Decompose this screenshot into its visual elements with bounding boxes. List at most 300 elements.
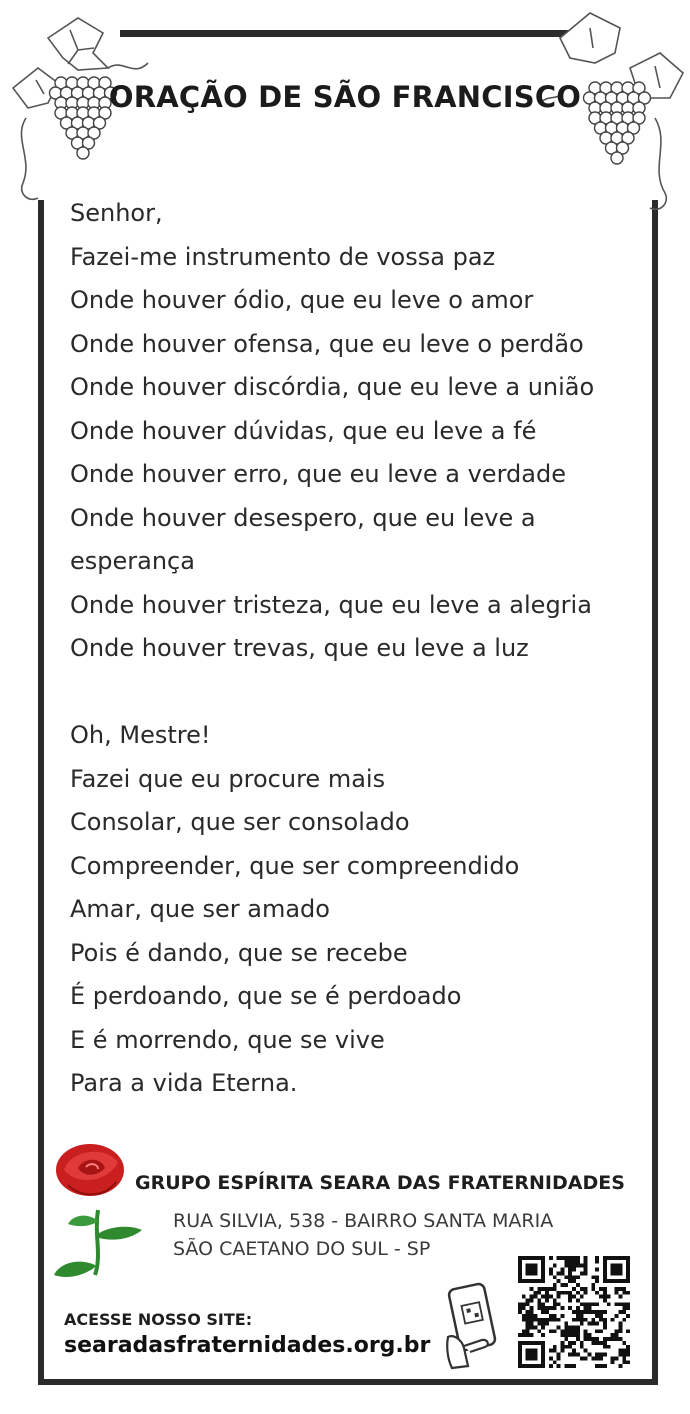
qr-module [526, 1349, 538, 1361]
qr-module [568, 1341, 572, 1345]
qr-module [530, 1314, 534, 1318]
qr-module [518, 1341, 545, 1345]
qr-module [530, 1306, 534, 1310]
qr-module [541, 1310, 545, 1314]
qr-module [626, 1306, 630, 1310]
qr-module [557, 1318, 561, 1322]
qr-module [541, 1287, 545, 1291]
qr-module [626, 1329, 630, 1333]
qr-module [560, 1271, 564, 1275]
qr-module [603, 1353, 607, 1357]
qr-module [522, 1295, 526, 1299]
qr-module [572, 1295, 576, 1299]
qr-module [572, 1349, 576, 1353]
qr-module [541, 1302, 545, 1306]
qr-module [560, 1329, 564, 1333]
qr-module [568, 1326, 572, 1330]
qr-module [584, 1268, 588, 1272]
qr-module [568, 1268, 572, 1272]
qr-module [572, 1264, 576, 1268]
qr-module [584, 1271, 588, 1275]
qr-module [522, 1314, 526, 1318]
qr-module [626, 1360, 630, 1364]
qr-module [568, 1298, 572, 1302]
qr-module [576, 1306, 580, 1310]
qr-module [584, 1333, 588, 1337]
qr-module [603, 1295, 607, 1299]
qr-module [626, 1314, 630, 1318]
qr-module [549, 1306, 553, 1310]
qr-module [533, 1291, 537, 1295]
qr-module [568, 1275, 572, 1279]
qr-module [553, 1306, 557, 1310]
qr-module [615, 1333, 619, 1337]
qr-module [572, 1333, 576, 1337]
qr-module [530, 1295, 534, 1299]
site-label: ACESSE NOSSO SITE: [64, 1310, 253, 1329]
qr-module [599, 1356, 603, 1360]
qr-module [603, 1322, 607, 1326]
qr-module [591, 1318, 595, 1322]
qr-module [564, 1337, 568, 1341]
prayer-line: Compreender, que ser compreendido [70, 851, 520, 880]
prayer-line: Onde houver trevas, que eu leve a luz [70, 634, 529, 662]
qr-module [611, 1356, 615, 1360]
qr-module [572, 1275, 576, 1279]
qr-module [557, 1256, 561, 1260]
qr-module [568, 1291, 572, 1295]
qr-module [564, 1345, 568, 1349]
qr-module [611, 1360, 615, 1364]
qr-module [584, 1318, 588, 1322]
qr-module [557, 1364, 561, 1368]
qr-module [576, 1318, 580, 1322]
qr-module [591, 1287, 595, 1291]
qr-module [599, 1364, 603, 1368]
qr-module [615, 1287, 619, 1291]
qr-module [599, 1318, 603, 1322]
qr-module [530, 1318, 534, 1322]
qr-module [580, 1264, 584, 1268]
qr-module [580, 1345, 584, 1349]
qr-module [626, 1256, 630, 1283]
qr-module [618, 1322, 622, 1326]
qr-module [584, 1329, 588, 1333]
qr-module [576, 1333, 580, 1337]
qr-module [557, 1302, 561, 1306]
qr-module [564, 1364, 568, 1368]
qr-module [599, 1329, 603, 1333]
qr-code[interactable] [518, 1256, 630, 1368]
qr-module [622, 1291, 626, 1295]
qr-module [560, 1314, 564, 1318]
qr-module [595, 1279, 599, 1283]
qr-module [595, 1322, 599, 1326]
qr-module [618, 1337, 622, 1341]
qr-module [572, 1353, 576, 1357]
qr-module [618, 1364, 622, 1368]
qr-module [518, 1310, 522, 1314]
qr-module [537, 1287, 541, 1291]
qr-module [584, 1291, 588, 1295]
qr-module [599, 1295, 603, 1299]
qr-module [541, 1256, 545, 1283]
address-line-2: SÃO CAETANO DO SUL - SP [173, 1238, 431, 1260]
qr-module [545, 1295, 549, 1299]
qr-module [568, 1333, 572, 1337]
qr-module [580, 1341, 584, 1345]
qr-module [564, 1326, 568, 1330]
qr-module [618, 1349, 622, 1353]
qr-module [622, 1310, 626, 1314]
qr-module [549, 1329, 553, 1333]
qr-module [522, 1306, 526, 1310]
qr-module [591, 1310, 595, 1314]
qr-module [572, 1318, 576, 1322]
qr-module [526, 1310, 530, 1314]
qr-module [622, 1360, 626, 1364]
qr-module [603, 1341, 607, 1345]
qr-module [622, 1302, 626, 1306]
qr-module [564, 1322, 568, 1326]
qr-module [560, 1333, 564, 1337]
qr-module [537, 1306, 541, 1310]
rose-icon [50, 1140, 150, 1290]
qr-module [572, 1279, 576, 1283]
qr-module [622, 1353, 626, 1357]
prayer-line: Onde houver ofensa, que eu leve o perdão [70, 329, 584, 358]
prayer-line: Amar, que ser amado [70, 895, 330, 923]
qr-module [584, 1302, 588, 1306]
qr-module [553, 1298, 557, 1302]
qr-module [553, 1345, 557, 1349]
qr-module [549, 1271, 553, 1275]
qr-module [603, 1337, 607, 1341]
qr-module [541, 1341, 545, 1368]
qr-module [580, 1287, 584, 1291]
frame-top-border [120, 30, 570, 37]
qr-module [533, 1318, 537, 1322]
qr-module [572, 1326, 576, 1330]
qr-module [526, 1318, 530, 1322]
qr-module [530, 1333, 534, 1337]
qr-module [560, 1341, 564, 1345]
qr-module [580, 1318, 584, 1322]
qr-module [576, 1264, 580, 1268]
qr-module [576, 1283, 580, 1287]
qr-module [564, 1264, 568, 1268]
qr-module [553, 1360, 557, 1364]
qr-module [595, 1260, 599, 1264]
qr-module [584, 1310, 588, 1314]
qr-module [549, 1268, 553, 1272]
prayer-line: Onde houver discórdia, que eu leve a união [70, 373, 595, 401]
qr-module [526, 1298, 530, 1302]
qr-module [595, 1329, 599, 1333]
qr-module [618, 1295, 622, 1299]
prayer-line: Para a vida Eterna. [70, 1069, 298, 1097]
qr-module [568, 1295, 572, 1299]
qr-module [603, 1291, 607, 1295]
qr-module [595, 1256, 599, 1260]
qr-module [611, 1264, 623, 1276]
qr-module [595, 1356, 599, 1360]
qr-module [518, 1341, 522, 1368]
qr-module [599, 1314, 603, 1318]
qr-module [622, 1318, 626, 1322]
qr-module [560, 1283, 564, 1287]
qr-module [576, 1329, 580, 1333]
qr-module [591, 1356, 595, 1360]
qr-module [553, 1318, 557, 1322]
qr-module [545, 1298, 549, 1302]
qr-module [603, 1256, 607, 1283]
qr-module [595, 1314, 599, 1318]
qr-module [615, 1291, 619, 1295]
qr-module [560, 1306, 564, 1310]
qr-module [541, 1333, 545, 1337]
prayer-line: Oh, Mestre! [70, 721, 211, 749]
qr-module [572, 1287, 576, 1291]
qr-module [603, 1298, 607, 1302]
prayer-line: É perdoando, que se é perdoado [70, 982, 462, 1010]
qr-module [588, 1322, 592, 1326]
qr-module [537, 1302, 541, 1306]
qr-module [549, 1314, 553, 1318]
qr-module [572, 1256, 576, 1260]
qr-module [622, 1306, 626, 1310]
qr-module [599, 1310, 603, 1314]
qr-module [530, 1326, 534, 1330]
qr-module [549, 1287, 553, 1291]
qr-module [584, 1337, 588, 1341]
qr-module [611, 1318, 615, 1322]
qr-module [588, 1353, 592, 1357]
qr-module [576, 1275, 580, 1279]
qr-module [572, 1364, 576, 1368]
qr-module [572, 1310, 576, 1314]
qr-module [557, 1295, 561, 1299]
qr-module [618, 1302, 622, 1306]
prayer-text [70, 192, 650, 1106]
frame-left-border [38, 200, 44, 1385]
qr-module [584, 1260, 588, 1264]
qr-module [572, 1329, 576, 1333]
qr-module [615, 1356, 619, 1360]
qr-module [557, 1356, 561, 1360]
prayer-line: Onde houver tristeza, que eu leve a alegria [70, 590, 592, 619]
qr-module [588, 1333, 592, 1337]
frame-bottom-border [38, 1379, 658, 1385]
stanza-gap [70, 671, 650, 715]
qr-module [584, 1256, 588, 1260]
qr-module [588, 1337, 592, 1341]
grape [77, 147, 89, 159]
qr-module [615, 1337, 619, 1341]
qr-module [615, 1329, 619, 1333]
qr-module [584, 1306, 588, 1310]
qr-module [518, 1302, 522, 1306]
qr-module [560, 1268, 564, 1272]
qr-module [611, 1337, 615, 1341]
qr-module [533, 1295, 537, 1299]
qr-module [622, 1341, 626, 1345]
qr-module [541, 1306, 545, 1310]
prayer-line: Senhor, [70, 199, 163, 227]
qr-module [580, 1314, 584, 1318]
qr-module [545, 1322, 549, 1326]
qr-module [591, 1275, 595, 1279]
qr-module [603, 1279, 630, 1283]
grape [611, 152, 623, 164]
qr-module [545, 1287, 549, 1291]
qr-module [572, 1341, 576, 1345]
qr-module [553, 1264, 557, 1268]
qr-module [545, 1291, 549, 1295]
qr-module [572, 1268, 576, 1272]
prayer-line: Onde houver dúvidas, que eu leve a fé [70, 416, 537, 445]
qr-module [595, 1364, 599, 1368]
qr-module [541, 1318, 545, 1322]
qr-module [591, 1322, 595, 1326]
qr-module [557, 1353, 561, 1357]
qr-module [526, 1302, 530, 1306]
qr-module [564, 1256, 568, 1260]
qr-module [626, 1291, 630, 1295]
prayer-line: Fazei-me instrumento de vossa paz [70, 242, 496, 271]
qr-module [549, 1256, 553, 1260]
qr-module [526, 1333, 530, 1337]
qr-module [576, 1310, 580, 1314]
qr-module [568, 1345, 572, 1349]
qr-module [526, 1326, 530, 1330]
qr-module [615, 1302, 619, 1306]
qr-module [522, 1318, 526, 1322]
qr-module [553, 1314, 557, 1318]
qr-module [618, 1326, 622, 1330]
qr-module [568, 1306, 572, 1310]
qr-module [595, 1341, 599, 1345]
qr-module [576, 1314, 580, 1318]
qr-module [568, 1260, 572, 1264]
qr-module [553, 1283, 557, 1287]
qr-module [530, 1310, 534, 1314]
qr-module [591, 1341, 595, 1345]
prayer-line: E é morrendo, que se vive [70, 1025, 385, 1054]
qr-module [622, 1349, 626, 1353]
qr-module [537, 1298, 541, 1302]
qr-module [557, 1291, 561, 1295]
qr-module [611, 1333, 615, 1337]
qr-module [522, 1302, 526, 1306]
qr-module [530, 1287, 534, 1291]
qr-module [526, 1329, 530, 1333]
prayer-line: Pois é dando, que se recebe [70, 938, 408, 967]
qr-module [599, 1287, 603, 1291]
qr-module [549, 1295, 553, 1299]
qr-module [584, 1264, 588, 1268]
qr-module [603, 1326, 607, 1330]
qr-module [572, 1260, 576, 1264]
qr-module [564, 1291, 568, 1295]
prayer-line: Onde houver desespero, que eu leve a [70, 503, 536, 532]
qr-module [626, 1353, 630, 1357]
qr-module [576, 1337, 580, 1341]
qr-module [588, 1310, 592, 1314]
qr-module [564, 1333, 568, 1337]
qr-module [607, 1337, 611, 1341]
qr-module [584, 1349, 588, 1353]
qr-module [580, 1322, 584, 1326]
qr-module [591, 1302, 595, 1306]
qr-module [553, 1302, 557, 1306]
qr-module [595, 1353, 599, 1357]
qr-module [560, 1349, 564, 1353]
page-title: ORAÇÃO DE SÃO FRANCISCO [108, 80, 582, 114]
qr-module [588, 1302, 592, 1306]
qr-module [533, 1314, 537, 1318]
qr-module [603, 1310, 607, 1314]
qr-module [537, 1291, 541, 1295]
qr-module [568, 1271, 572, 1275]
qr-module [580, 1271, 584, 1275]
qr-module [599, 1341, 603, 1345]
qr-module [526, 1314, 530, 1318]
qr-module [591, 1283, 595, 1287]
prayer-line: Onde houver ódio, que eu leve o amor [70, 286, 534, 314]
qr-module [549, 1318, 553, 1322]
qr-module [607, 1302, 611, 1306]
qr-module [568, 1264, 572, 1268]
qr-module [553, 1349, 557, 1353]
qr-module [545, 1310, 549, 1314]
qr-module [560, 1345, 564, 1349]
qr-module [518, 1306, 522, 1310]
qr-module [626, 1345, 630, 1349]
qr-module [553, 1275, 557, 1279]
qr-module [568, 1279, 572, 1283]
qr-module [541, 1326, 545, 1330]
qr-module [591, 1337, 595, 1341]
qr-module [584, 1287, 588, 1291]
qr-module [526, 1322, 530, 1326]
qr-module [557, 1271, 561, 1275]
qr-module [541, 1322, 545, 1326]
qr-module [603, 1287, 607, 1291]
qr-module [518, 1256, 522, 1283]
qr-module [553, 1329, 557, 1333]
qr-module [537, 1329, 541, 1333]
qr-module [607, 1295, 611, 1299]
qr-module [557, 1326, 561, 1330]
qr-module [522, 1333, 526, 1337]
qr-module [537, 1318, 541, 1322]
organization-name: GRUPO ESPÍRITA SEARA DAS FRATERNIDADES [135, 1172, 625, 1194]
frame-right-border [652, 200, 658, 1385]
site-url-link[interactable]: searadasfraternidades.org.br [64, 1333, 431, 1358]
address-line-1: RUA SILVIA, 538 - BAIRRO SANTA MARIA [173, 1210, 554, 1232]
qr-module [549, 1356, 553, 1360]
qr-module [545, 1306, 549, 1310]
qr-module [599, 1353, 603, 1357]
prayer-line: Consolar, que ser consolado [70, 808, 410, 836]
prayer-line: Onde houver erro, que eu leve a verdade [70, 460, 566, 488]
qr-module [553, 1287, 557, 1291]
qr-module [568, 1256, 572, 1260]
qr-module [557, 1279, 561, 1283]
qr-module [580, 1356, 584, 1360]
prayer-line: esperança [70, 547, 195, 575]
